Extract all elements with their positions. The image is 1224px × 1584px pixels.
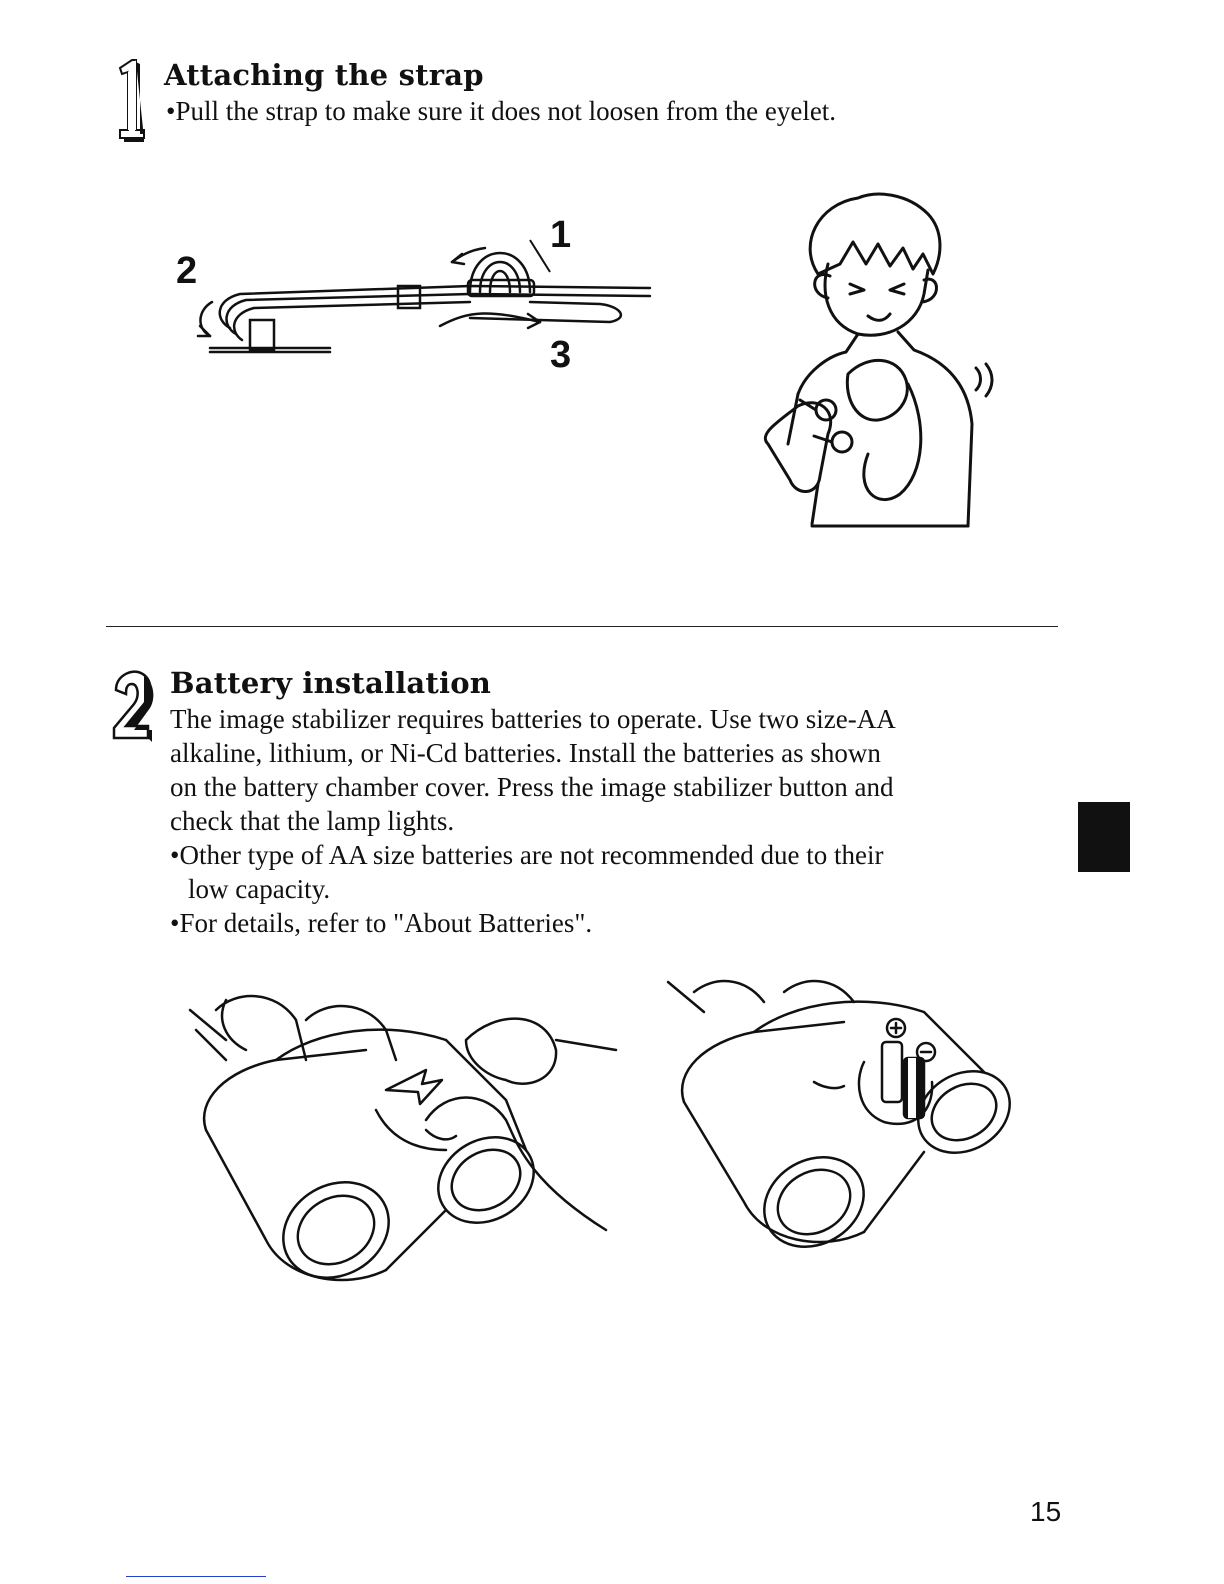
bullet-text: Pull the strap to make sure it does not loosen from the eyelet. [175,96,837,126]
chapter-tab [1078,802,1130,872]
step-1-numeral [114,58,154,144]
bullet-mark: • [170,840,180,870]
section-1-bullet [166,94,1026,128]
binocular-battery-cover [186,980,626,1300]
binocular-batteries [664,972,1024,1272]
footer-rule [126,1576,266,1577]
step-2-glyph [108,668,158,748]
bullet-mark: • [166,96,176,126]
section-2-bullet-2 [170,906,1060,940]
section-2-bullet-1 [170,838,1060,906]
bullet-text-continued: low capacity. [188,874,331,904]
paragraph-line: on the battery chamber cover. Press the image stabilizer button and [170,772,894,802]
step-1-glyph [114,58,154,144]
strap-label-3: 3 [550,334,572,376]
section-divider [106,626,1058,627]
strap-diagram [170,210,670,380]
binocular-batteries-icon [664,972,1024,1272]
man-pulling-strap-icon [728,184,1008,534]
bullet-text: Other type of AA size batteries are not recommended due to their [179,840,884,870]
page-number: 15 [1030,1496,1062,1527]
section-2-title: Battery installation [170,666,492,700]
paragraph-line: check that the lamp lights. [170,806,455,836]
bullet-mark: • [170,908,180,938]
step-2-numeral [108,668,158,748]
section-1-title: Attaching the strap [164,58,484,92]
strap-label-2: 2 [176,250,198,292]
strap-diagram-icon [170,210,670,380]
strap-label-1: 1 [550,214,572,256]
section-2-paragraph [170,702,1060,838]
binocular-battery-cover-icon [186,980,626,1300]
man-pulling-strap [728,184,1008,534]
paragraph-line: The image stabilizer requires batteries to operate. Use two size-AA [170,704,896,734]
bullet-text: For details, refer to "About Batteries". [179,908,593,938]
paragraph-line: alkaline, lithium, or Ni-Cd batteries. Install the batteries as shown [170,738,881,768]
